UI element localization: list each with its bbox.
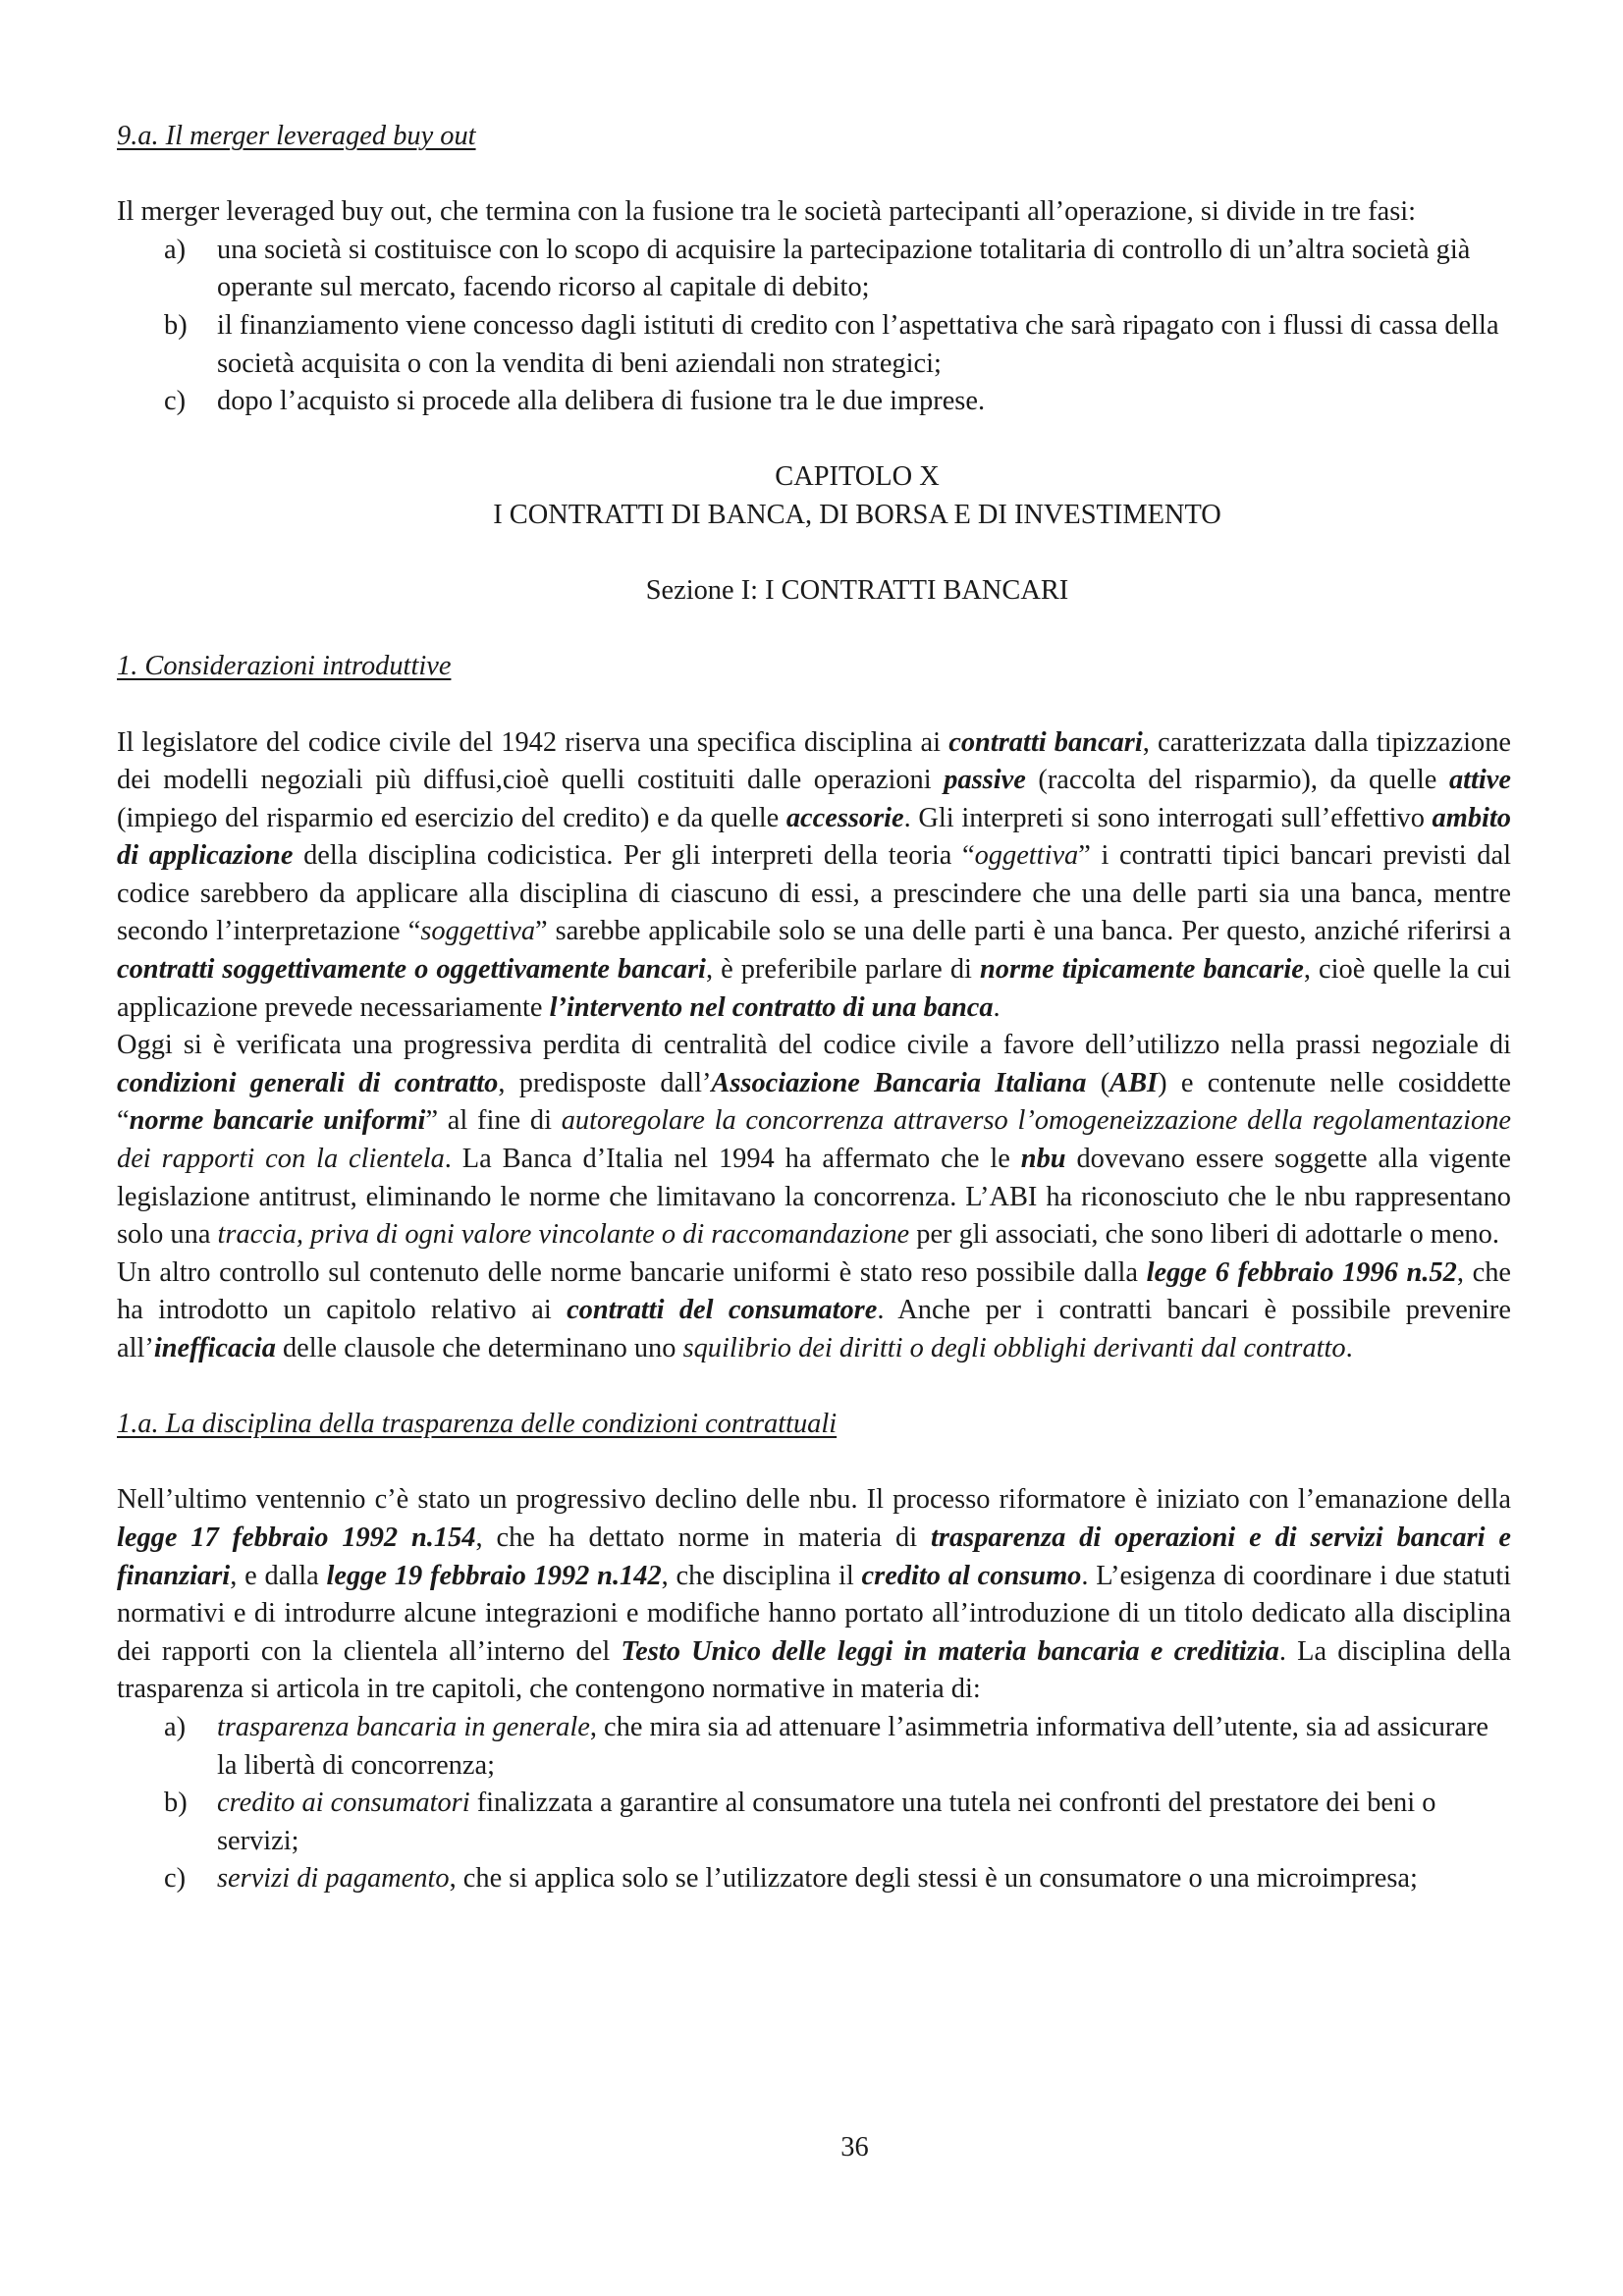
emphasis-bold-italic: trasparenza di operazioni e di servizi bancari e finanziari [117, 1522, 1511, 1591]
text-run: Nell’ultimo ventennio c’è stato un progressivo declino delle nbu. Il processo riformatore è iniziato con l’emanazione della [117, 1484, 1511, 1516]
list-marker: a) [164, 1711, 187, 1742]
emphasis-bold-italic: legge 6 febbraio 1996 n.52 [1146, 1256, 1457, 1288]
emphasis-bold-italic: norme bancarie uniformi [129, 1105, 426, 1137]
emphasis-italic: squilibrio dei diritti o degli obblighi derivanti dal contratto [682, 1333, 1346, 1363]
text-run: ” i contratti tipici bancari previsti dal codice sarebbero da applicare alla disciplina di ciascuno di essi, a prescindere che una delle parti sia una banca, mentre secondo l’interpretazione “ [117, 840, 1511, 947]
text-run: , predisposte dall’ [498, 1067, 712, 1098]
text-run: , che si applica solo se l’utilizzatore degli stessi è un consumatore o una microimpresa; [449, 1863, 1418, 1895]
text-run: delle clausole che determinano uno [275, 1333, 683, 1363]
list-item-text [217, 1712, 1488, 1781]
text-run: , che ha introdotto un capitolo relativo ai [117, 1256, 1511, 1326]
emphasis-italic: trasparenza bancaria in generale [217, 1711, 590, 1742]
emphasis-italic: autoregolare la concorrenza attraverso l’omogeneizzazione della regolamentazione dei rapporti con la clientela [117, 1105, 1511, 1175]
emphasis-bold-italic: ambito di applicazione [117, 802, 1511, 872]
text-run: Il legislatore del codice civile del 1942 riserva una specifica disciplina ai [117, 726, 949, 758]
text-run: dovevano essere soggette alla vigente legislazione antitrust, eliminando le norme che limitavano la concorrenza. L’ABI ha riconosciuto che le nbu rappresentano solo una [117, 1144, 1511, 1251]
text-run: della disciplina codicistica. Per gli interpreti della teoria “ [293, 840, 975, 872]
emphasis-bold-italic: ABI [1109, 1067, 1159, 1098]
section-1a-list [117, 1709, 1511, 1898]
text-run: Un altro controllo sul contenuto delle norme bancarie uniformi è stato reso possibile dalla [117, 1256, 1147, 1288]
emphasis-bold-italic: inefficacia [153, 1333, 276, 1363]
emphasis-bold-italic: attive [1448, 765, 1511, 796]
emphasis-bold-italic: norme tipicamente bancarie [979, 954, 1304, 986]
text-run: , è preferibile parlare di [705, 954, 980, 986]
paragraph [117, 724, 1511, 1028]
text-run: Oggi si è verificata una progressiva perdita di centralità del codice civile a favore dell’utilizzo nella prassi negoziale di [117, 1030, 1511, 1061]
paragraph [117, 1027, 1511, 1255]
text-run: , che mira sia ad attenuare l’asimmetria informativa dell’utente, sia ad assicurare la libertà di concorrenza; [217, 1711, 1489, 1781]
emphasis-bold-italic: nbu [1020, 1144, 1066, 1175]
section-heading-1a: 1.a. La disciplina della trasparenza delle condizioni contrattuali [117, 1409, 838, 1440]
emphasis-bold-italic: credito al consumo [861, 1560, 1082, 1591]
paragraph [117, 1255, 1511, 1368]
emphasis-bold-italic: l’intervento nel contratto di una banca [549, 991, 994, 1023]
list-item [117, 232, 1511, 307]
text-run: ) e contenute nelle cosiddette “ [117, 1067, 1511, 1137]
list-item [117, 383, 1511, 421]
list-marker: b) [164, 309, 188, 341]
section-9a-list [117, 232, 1511, 421]
list-item-text [217, 1863, 1418, 1894]
text-run: , e dalla [230, 1560, 327, 1591]
emphasis-bold-italic: contratti del consumatore [567, 1295, 878, 1326]
list-item [117, 1860, 1511, 1898]
chapter-title: I CONTRATTI DI BANCA, DI BORSA E DI INVESTIMENTO [493, 499, 1221, 530]
emphasis-italic: soggettiva [420, 916, 536, 947]
emphasis-bold-italic: legge 17 febbraio 1992 n.154 [117, 1522, 476, 1553]
chapter-number: CAPITOLO X [775, 461, 940, 493]
page-number: 36 [840, 2132, 869, 2163]
text-run: per gli associati, che sono liberi di adottarle o meno. [909, 1219, 1499, 1251]
text-run: (raccolta del risparmio), da quelle [1025, 765, 1449, 796]
list-marker: c) [164, 1863, 187, 1895]
emphasis-italic: servizi di pagamento [217, 1863, 450, 1895]
text-run: . [993, 991, 1001, 1023]
text-run: ( [1086, 1067, 1110, 1098]
emphasis-bold-italic: contratti soggettivamente o oggettivamente bancari [117, 954, 706, 986]
section-heading-9a: 9.a. Il merger leveraged buy out [117, 121, 476, 151]
emphasis-bold-italic: accessorie [785, 802, 904, 833]
text-run: . Anche per i contratti bancari è possibile prevenire all’ [117, 1295, 1511, 1363]
text-run: , che ha dettato norme in materia di [475, 1522, 932, 1553]
emphasis-bold-italic: passive [944, 765, 1026, 796]
section-9a-intro: Il merger leveraged buy out, che termina con la fusione tra le società partecipanti all’operazione, si divide in tre fasi: [117, 196, 1417, 228]
page-content [117, 118, 1511, 1898]
emphasis-bold-italic: Testo Unico delle leggi in materia bancaria e creditizia [621, 1635, 1279, 1667]
emphasis-bold-italic: Associazione Bancaria Italiana [711, 1067, 1087, 1098]
emphasis-bold-italic: condizioni generali di contratto [117, 1067, 499, 1098]
section-title: Sezione I: I CONTRATTI BANCARI [645, 575, 1069, 607]
list-marker: a) [164, 234, 187, 265]
text-run: (impiego del risparmio ed esercizio del credito) e da quelle [117, 802, 786, 833]
text-run: , caratterizzata dalla tipizzazione dei modelli negoziali più diffusi,cioè quelli costituiti dalle operazioni [117, 726, 1511, 796]
list-item-text: una società si costituisce con lo scopo di acquisire la partecipazione totalitaria di controllo di un’altra società già operante sul mercato, facendo ricorso al capitale di debito; [217, 234, 1471, 303]
list-item-text: il finanziamento viene concesso dagli istituti di credito con l’aspettativa che sarà ripagato con i flussi di cassa della società acquisita o con la vendita di beni aziendali non strategici; [217, 309, 1499, 379]
text-run: . L’esigenza di coordinare i due statuti normativi e di introdurre alcune integrazioni e modifiche hanno portato all’introduzione di un titolo dedicato alla disciplina dei rapporti con la clientela all’interno del [117, 1560, 1511, 1667]
emphasis-italic: traccia, priva di ogni valore vincolante o di raccomandazione [217, 1219, 910, 1251]
list-item [117, 307, 1511, 383]
text-run: , che disciplina il [661, 1560, 862, 1591]
section-heading-1: 1. Considerazioni introduttive [117, 651, 452, 682]
text-run: finalizzata a garantire al consumatore una tutela nei confronti del prestatore dei beni o servizi; [217, 1788, 1436, 1856]
list-item [117, 1709, 1511, 1785]
list-item [117, 1785, 1511, 1860]
list-marker: b) [164, 1788, 188, 1819]
emphasis-bold-italic: contratti bancari [948, 726, 1143, 758]
text-run: . Gli interpreti si sono interrogati sull’effettivo [903, 802, 1433, 833]
list-item-text: dopo l’acquisto si procede alla delibera di fusione tra le due imprese. [217, 386, 986, 417]
text-run: , cioè quelle la cui applicazione prevede necessariamente [117, 954, 1511, 1023]
emphasis-italic: credito ai consumatori [217, 1788, 470, 1819]
text-run: . [1345, 1333, 1353, 1363]
list-marker: c) [164, 386, 187, 417]
list-item-text [217, 1788, 1435, 1856]
text-run: ” al fine di [425, 1105, 562, 1137]
emphasis-italic: oggettiva [974, 840, 1079, 872]
emphasis-bold-italic: legge 19 febbraio 1992 n.142 [326, 1560, 662, 1591]
text-run: . La disciplina della trasparenza si articola in tre capitoli, che contengono normative in materia di: [117, 1635, 1511, 1705]
text-run: ” sarebbe applicabile solo se una delle parti è una banca. Per questo, anziché riferirsi a [535, 916, 1511, 947]
paragraph [117, 1481, 1511, 1709]
text-run: . La Banca d’Italia nel 1994 ha affermato che le [444, 1144, 1021, 1175]
